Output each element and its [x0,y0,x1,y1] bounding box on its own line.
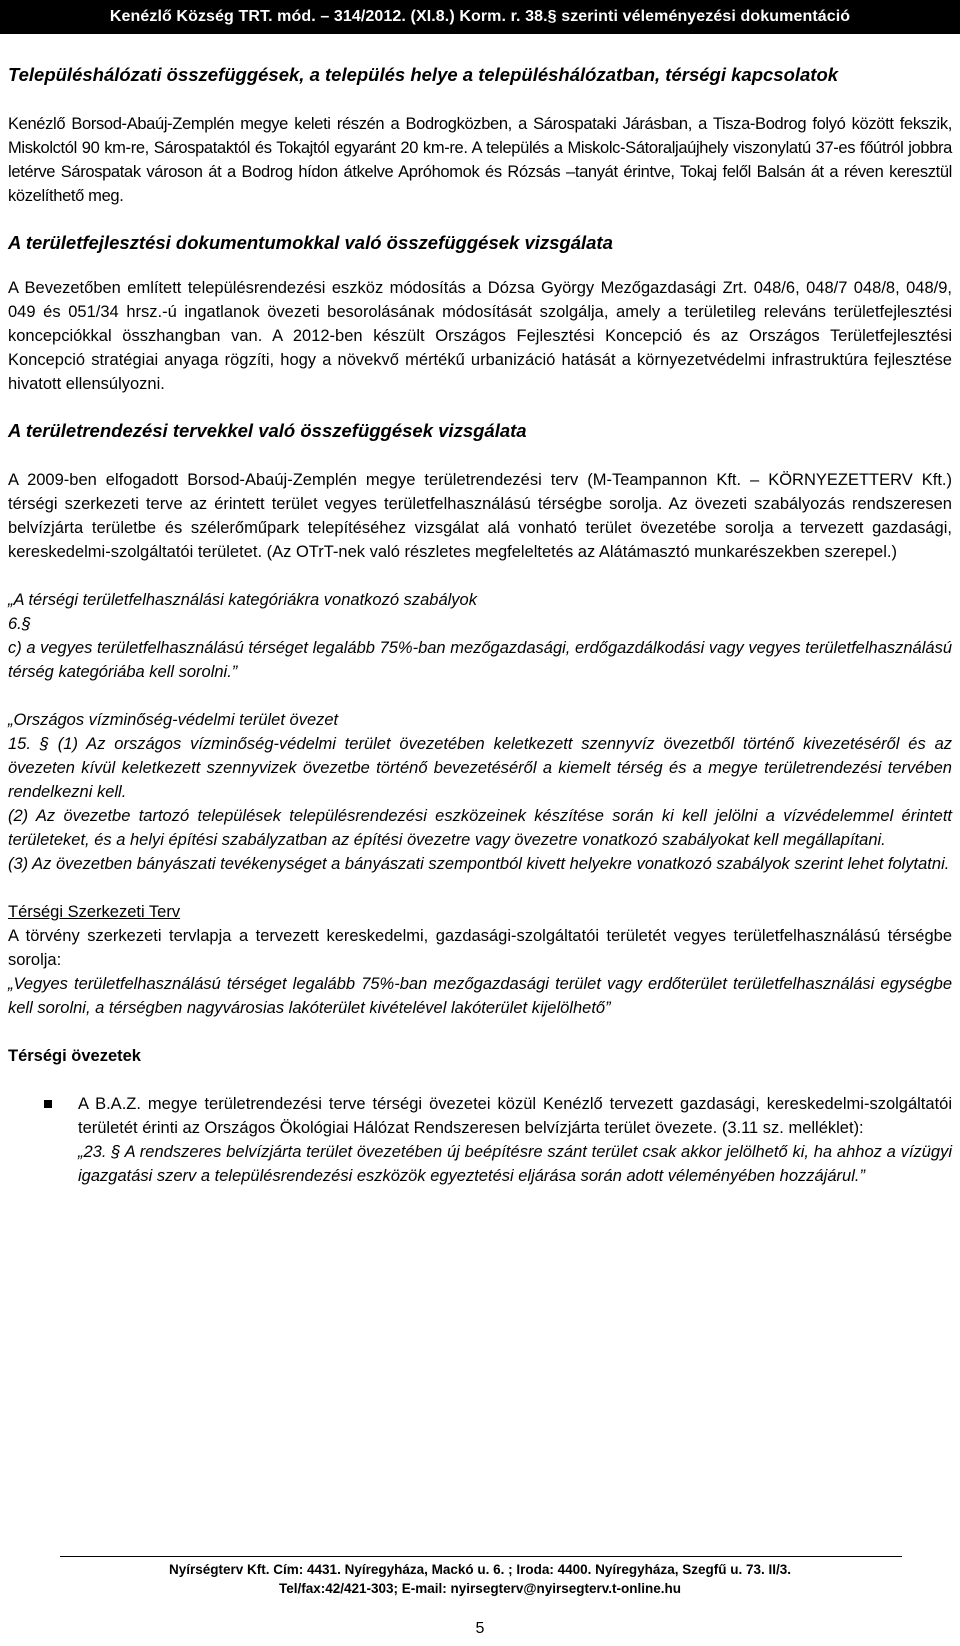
footer-address: Nyírségterv Kft. Cím: 4431. Nyíregyháza, Mackó u. 6. ; Iroda: 4400. Nyíregyháza, Szegfű u. 73. II/3. [169,1562,791,1577]
paragraph-regional-plan: A 2009-ben elfogadott Borsod-Abaúj-Zemplén megye területrendezési terv (M-Teampannon Kft. – KÖRNYEZETTERV Kft.) térségi szerkezeti terve az érintett terület vegyes területfelhasználású térségbe sorolja. Az övezeti szabályozás rendszeresen belvízjárta területbe és szélerőműpark telepítéséhez vizsgálat alá vonható terület övezetébe sorolja a tervezett gazdasági, kereskedelmi-szolgáltatói területet. (Az OTrT-nek való részletes megfeleltetés az Alátámasztó munkarészekben szerepel.) [8,471,952,561]
list-item-content [78,1092,952,1188]
paragraph-location: Kenézlő Borsod-Abaúj-Zemplén megye keleti részén a Bodrogközben, a Sárospataki Járásban, a Tisza-Bodrog folyó között fekszik, Miskolctól 90 km-re, Sárospataktól és Tokajtól egyaránt 20 km-re. A település a Miskolc-Sátoraljaújhely viszonylatú 37-es főútról jobbra letérve Sárospatak városon át a Bodrog hídon átkelve Apróhomok és Rózsás –tanyát érintve, Tokaj felől Balsán át a réven keresztül közelíthető meg. [8,115,952,205]
footer-contact: Tel/fax:42/421-303; E-mail: nyirsegterv@nyirsegterv.t-online.hu [278,1581,682,1596]
paragraph-development: A Bevezetőben említett településrendezési eszköz módosítás a Dózsa György Mezőgazdasági Zrt. 048/6, 048/7 048/8, 048/9, 049 és 051/34 hrsz.-ú ingatlanok övezeti besorolásának módosítását szolgálja, amely a területileg releváns területfejlesztési koncepciókkal összhangban van. A 2012-ben készült Országos Fejlesztési Koncepció és az Országos Területfejlesztési Koncepció stratégiai anyaga rögzíti, hogy a növekvő mértékű urbanizáció hatását a környezetvédelmi infrastruktúra fejlesztése hivatott ellensúlyozni. [8,279,952,393]
quote-title-water-quality: „Országos vízminőség-védelmi terület övezet [8,711,339,729]
quote-land-use-rule: c) a vegyes területfelhasználású térséget legalább 75%-ban mezőgazdasági, erdőgazdálkodási vagy vegyes területfelhasználású térség kategóriába kell sorolni.” [8,639,952,681]
document-body [8,62,952,1188]
section-title-zones: Térségi övezetek [8,1047,141,1065]
section-title-development-documents: A területfejlesztési dokumentumokkal való összefüggések vizsgálata [8,232,613,253]
paragraph-structure-plan: A törvény szerkezeti tervlapja a tervezett kereskedelmi, gazdasági-szolgáltatói területét vegyes területfelhasználású térségbe sorolja: [8,927,952,969]
section-title-structure-plan: Térségi Szerkezeti Terv [8,903,181,921]
quote-water-quality-p3: (3) Az övezetben bányászati tevékenységet a bányászati szempontból kivett helyekre vonatkozó szabályok szerint lehet folytatni. [8,855,950,873]
list-item [8,1092,952,1188]
section-title-settlement-network: Településhálózati összefüggések, a település helye a településhálózatban, térségi kapcsolatok [8,64,839,85]
zones-text: A B.A.Z. megye területrendezési terve térségi övezetei közül Kenézlő tervezett gazdasági, kereskedelmi-szolgáltatói területét érinti az Országos Ökológiai Hálózat Rendszeresen belvízjárta terület övezete. (3.11 sz. melléklet): [78,1095,952,1137]
quote-title-land-use: „A térségi területfelhasználási kategóriákra vonatkozó szabályok [8,591,477,609]
footer-divider [60,1556,902,1557]
quote-structure-plan: „Vegyes területfelhasználású térséget legalább 75%-ban mezőgazdasági terület vagy erdőterület területfelhasználási egységbe kell sorolni, a térségben nagyvárosias lakóterület kivételével lakóterület kijelölhető” [8,975,952,1017]
quote-water-quality-p1: 15. § (1) Az országos vízminőség-védelmi terület övezetében keletkezett szennyvíz övezetből történő kivezetéséről és az övezeten kívül keletkezett szennyvizek övezetbe történő bevezetéséről a kiemelt térség és a megye területrendezési tervében rendelkezni kell. [8,735,952,801]
document-footer [0,1560,960,1598]
quote-inland-water-rule: „23. § A rendszeres belvízjárta terület övezetében új beépítésre szánt terület csak akkor jelölhető ki, ha ahhoz a vízügyi igazgatási szerv a településrendezési eszközök egyeztetési eljárása során adott véleményében hozzájárul.” [78,1143,952,1185]
section-title-regional-plans: A területrendezési tervekkel való összefüggések vizsgálata [8,420,527,441]
document-header: Kenézlő Község TRT. mód. – 314/2012. (XI.8.) Korm. r. 38.§ szerinti véleményezési dokumentáció [0,0,960,34]
quote-water-quality-p2: (2) Az övezetbe tartozó települések településrendezési eszközeinek készítése során ki kell jelölni a vízvédelemmel érintett területeket, és a helyi építési szabályzatban az építési övezetre vagy övezetre vonatkozó szabályokat kell megállapítani. [8,807,952,849]
square-bullet-icon [44,1100,52,1108]
quote-paragraph-number: 6.§ [8,615,31,633]
paragraph-zones [78,1092,952,1140]
page-number: 5 [475,1620,485,1637]
